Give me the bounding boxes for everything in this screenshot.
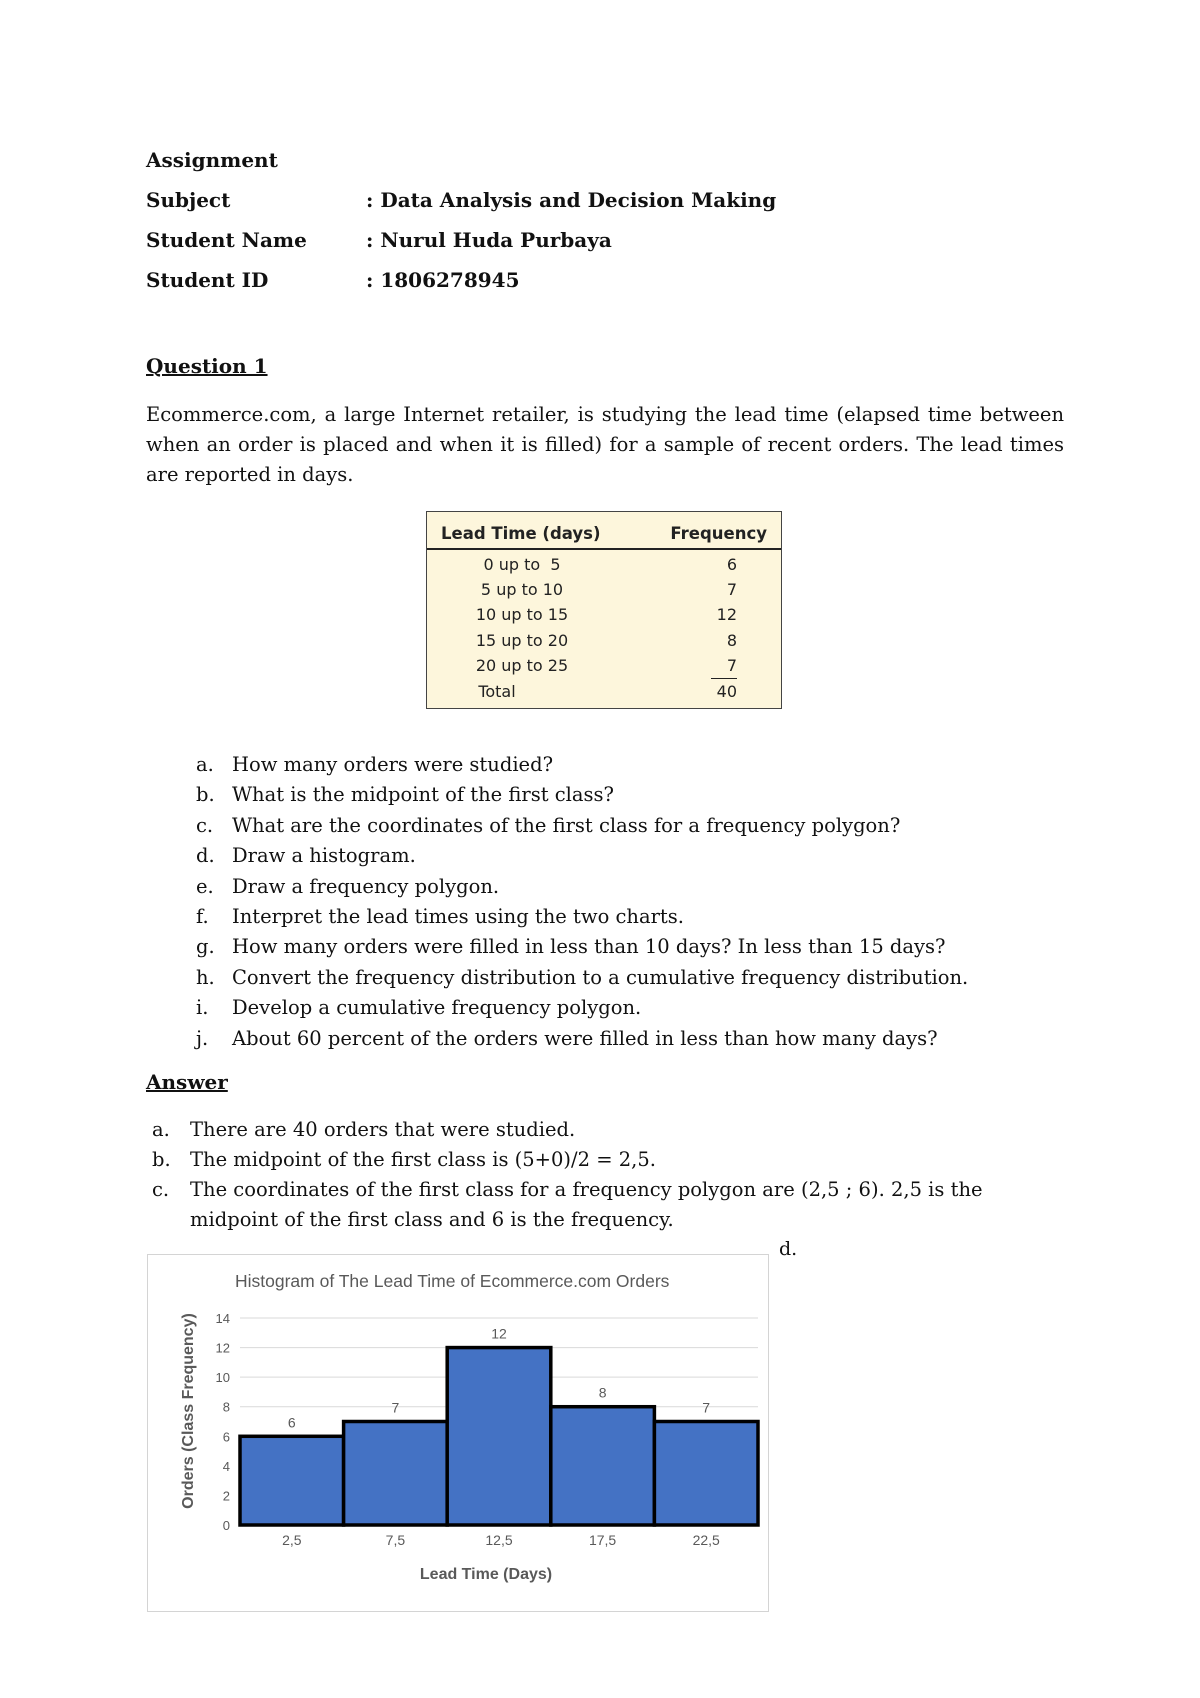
student-name-label: Student Name [146,228,307,252]
item-label: c. [196,813,214,837]
item-label: h. [196,965,215,989]
item-label: e. [196,874,214,898]
item-label: a. [152,1118,170,1141]
item-text: Develop a cumulative frequency polygon. [232,996,642,1020]
table-header-rule [427,548,781,550]
item-label: i. [196,996,209,1020]
histogram-bar [551,1407,655,1525]
y-tick-label: 10 [215,1370,230,1386]
lead-time-cell: 10 up to 15 [475,605,569,624]
question-title: Question 1 [146,354,268,378]
y-tick-label: 6 [222,1429,230,1445]
table-row [427,555,781,580]
list-item [196,780,968,810]
frequency-cell: 12 [716,605,737,624]
item-text: What is the midpoint of the first class? [232,783,615,807]
total-rule [711,678,737,679]
bars [240,1348,758,1525]
frequency-cell: 6 [726,555,737,574]
item-text: What are the coordinates of the first class for a frequency polygon? [232,813,901,837]
y-tick-label: 8 [222,1399,230,1415]
question-list [196,750,968,1054]
item-text: Draw a frequency polygon. [232,874,500,898]
item-label: b. [152,1148,171,1171]
histogram-chart [147,1254,769,1612]
list-item [152,1145,1064,1175]
histogram-bar [240,1436,344,1525]
x-tick-label: 2,5 [282,1532,302,1548]
item-text: There are 40 orders that were studied. [190,1118,576,1141]
item-label: c. [152,1178,170,1201]
x-tick-label: 7,5 [385,1532,406,1548]
question-intro: Ecommerce.com, a large Internet retailer, is studying the lead time (elapsed time between when an order is placed and when it is filled) for a sample of recent orders. The lead times are reported in days. [146,403,1064,486]
student-id-value: : 1806278945 [366,268,520,292]
histogram-bar [447,1348,551,1525]
item-text: How many orders were filled in less than 10 days? In less than 15 days? [232,935,946,959]
list-item [196,932,968,962]
item-text: How many orders were studied? [232,753,554,776]
x-tick-label: 12,5 [485,1532,513,1548]
list-item [196,872,968,902]
list-item [196,963,968,993]
table-row [427,631,781,656]
answer-d-label: d. [779,1238,798,1260]
y-tick-label: 0 [222,1518,230,1533]
table-row [427,580,781,605]
x-tick-label: 22,5 [692,1532,720,1548]
list-item [196,811,968,841]
item-text: The midpoint of the first class is (5+0)/2 = 2,5. [190,1148,656,1171]
lead-time-cell: 20 up to 25 [475,656,569,675]
y-tick-label: 2 [222,1488,230,1504]
item-label: b. [196,783,215,807]
answer-list [152,1115,1064,1235]
total-value: 40 [716,682,737,701]
x-axis-label: Lead Time (Days) [419,1566,553,1583]
item-text: Interpret the lead times using the two charts. [232,905,684,929]
list-item [196,841,968,871]
item-label: g. [196,935,215,959]
list-item [152,1175,1064,1235]
item-label: a. [196,753,214,776]
subject-value: : Data Analysis and Decision Making [366,188,777,212]
frequency-table [426,511,782,709]
table-total-row [427,682,781,707]
frequency-cell: 8 [726,631,737,650]
bar-data-label: 7 [702,1399,711,1416]
item-text: The coordinates of the first class for a frequency polygon are (2,5 ; 6). 2,5 is the midpoint of the first class and 6 is the frequency. [190,1178,983,1231]
item-label: j. [196,1026,209,1050]
item-label: d. [196,844,215,868]
item-text: Convert the frequency distribution to a cumulative frequency distribution. [232,965,969,989]
bar-data-label: 12 [491,1325,507,1342]
x-tick-label: 17,5 [588,1532,617,1548]
lead-time-cell: 0 up to 5 [483,555,561,574]
table-header-lead-time: Lead Time (days) [441,524,601,543]
total-label: Total [478,682,516,701]
item-text: Draw a histogram. [232,844,416,868]
y-tick-label: 4 [222,1458,230,1474]
list-item [196,750,968,780]
bar-data-label: 7 [391,1399,400,1416]
bar-data-label: 8 [598,1384,607,1401]
histogram-svg [148,1255,770,1613]
y-tick-label: 12 [215,1340,230,1356]
y-tick-label: 14 [215,1311,230,1326]
bar-data-label: 6 [287,1414,296,1431]
answer-title: Answer [146,1070,228,1094]
table-row [427,605,781,630]
student-name-value: : Nurul Huda Purbaya [366,228,612,252]
lead-time-cell: 5 up to 10 [480,580,564,599]
student-id-label: Student ID [146,268,269,292]
list-item [196,993,968,1023]
assignment-title: Assignment [146,148,278,172]
table-header-frequency: Frequency [670,524,767,543]
frequency-cell: 7 [726,656,737,675]
lead-time-cell: 15 up to 20 [475,631,569,650]
subject-label: Subject [146,188,231,212]
frequency-cell: 7 [726,580,737,599]
histogram-bar [344,1422,448,1526]
list-item [152,1115,1064,1145]
list-item [196,902,968,932]
chart-title: Histogram of The Lead Time of Ecommerce.com Orders [235,1271,670,1291]
item-text: About 60 percent of the orders were filled in less than how many days? [232,1026,938,1050]
item-label: f. [196,905,209,929]
y-axis-label: Orders (Class Frequency) [180,1313,197,1509]
list-item [196,1024,968,1054]
histogram-bar [654,1422,758,1526]
